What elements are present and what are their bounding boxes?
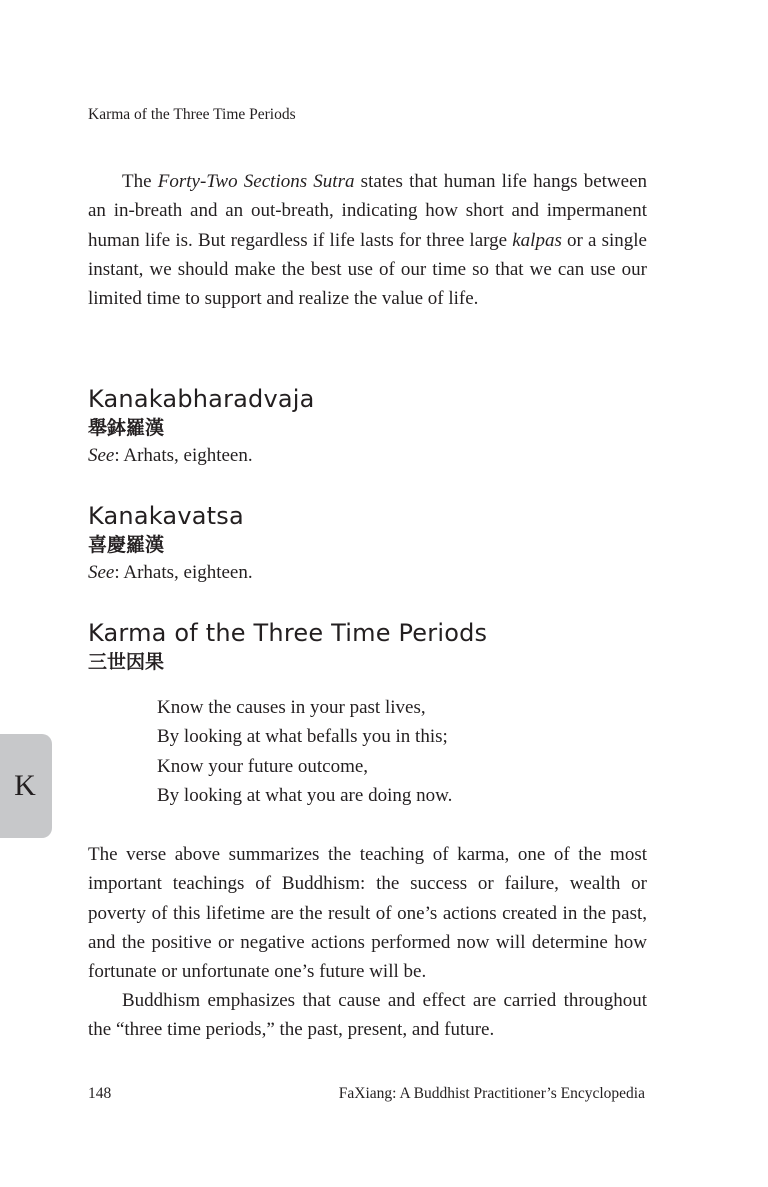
entry-kanakabharadvaja [88,384,688,470]
see-label: See [88,562,115,583]
intro-paragraph [88,167,647,313]
cross-reference [88,559,688,587]
intro-text-3: or a single instant, we should make the best use of our time so that we can use our limited time to support and realize the value of life. [88,229,647,310]
see-target: : Arhats, eighteen. [114,445,253,466]
intro-text-1: The [122,171,158,192]
entry-title: Kanakabharadvaja [88,385,315,413]
intro-text-2: states that human life hangs between an in-breath and an out-breath, indicating how short and impermanent human life is. But regardless if life lasts for three large [88,171,647,251]
running-head: Karma of the Three Time Periods [88,106,296,123]
sutra-title: Forty-Two Sections Sutra [157,171,355,192]
see-label: See [88,445,115,466]
body-paragraph: The verse above summarizes the teaching of karma, one of the most important teachings of Buddhism: the success or failure, wealth or poverty of this lifetime are the result of one’s actions created in the past, and the positive or negative actions performed now will determine how fortunate or unfortunate one’s future will be. [88,844,647,983]
body-paragraph: Buddhism emphasizes that cause and effect are carried throughout the “three time periods,” the past, present, and future. [88,990,647,1041]
thumb-index-tab [0,734,52,838]
verse-line: Know the causes in your past lives, [157,697,426,718]
verse [157,693,452,810]
kalpas-term: kalpas [512,229,562,251]
entry-chinese: 喜慶羅漢 [88,534,165,556]
entry-karma-three-time-periods [88,618,688,676]
entry-title: Kanakavatsa [88,502,244,530]
verse-line: By looking at what befalls you in this; [157,726,448,748]
entry-title: Karma of the Three Time Periods [88,619,488,647]
see-target: : Arhats, eighteen. [114,562,253,583]
verse-line: Know your future outcome, [157,755,369,777]
entry-chinese: 舉鉢羅漢 [88,417,165,439]
entry-chinese: 三世因果 [88,651,165,673]
entry-kanakavatsa [88,501,688,587]
book-title: FaXiang: A Buddhist Practitioner’s Encyclopedia [338,1085,645,1102]
page-number: 148 [88,1085,112,1102]
thumb-index-letter: K [14,769,36,802]
verse-line: By looking at what you are doing now. [157,784,453,806]
cross-reference [88,442,688,470]
